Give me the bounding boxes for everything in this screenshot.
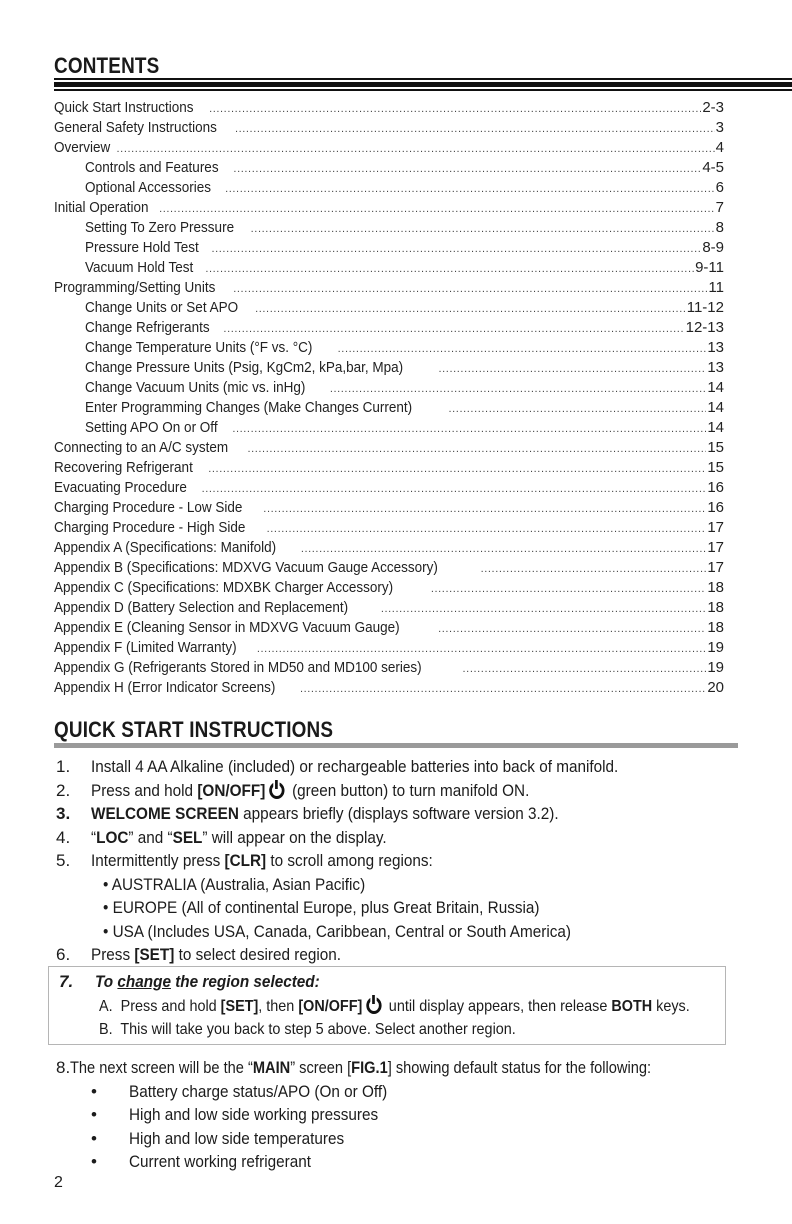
step-number: 6. <box>56 945 71 964</box>
toc-entry-title: Evacuating Procedure <box>54 479 187 496</box>
toc-entry <box>54 678 724 698</box>
contents-heading: CONTENTS <box>54 53 160 78</box>
power-icon <box>366 997 381 1014</box>
toc-dot-leader <box>330 379 707 399</box>
toc-entry-page: 16 <box>707 499 724 516</box>
toc-entry-page: 15 <box>707 459 724 476</box>
step-text-part: To <box>95 972 118 991</box>
toc-dot-leader <box>247 439 706 459</box>
step-5 <box>54 849 738 873</box>
toc-dot-leader <box>117 139 715 159</box>
table-of-contents <box>54 98 724 698</box>
toc-entry-page: 19 <box>707 639 724 656</box>
step-7b-text <box>99 1019 516 1041</box>
toc-entry-page: 8-9 <box>702 239 724 256</box>
toc-entry-title: Appendix G (Refrigerants Stored in MD50 and MD100 series) <box>54 659 422 676</box>
toc-dot-leader <box>225 179 715 199</box>
status-text: High and low side temperatures <box>129 1128 345 1148</box>
status-text: Battery charge status/APO (On or Off) <box>129 1081 388 1101</box>
quick-start-heading: QUICK START INSTRUCTIONS <box>54 717 334 742</box>
step-number: 7. <box>59 972 74 991</box>
toc-entry <box>54 658 724 678</box>
step-text-part: the region selected: <box>170 972 320 991</box>
toc-entry-title: Appendix B (Specifications: MDXVG Vacuum Gauge Accessory) <box>54 559 438 576</box>
toc-entry <box>54 478 724 498</box>
step-text-part: ” and “ <box>128 827 173 847</box>
step-number: 2. <box>56 780 71 800</box>
step-text-part: appears briefly (displays software version 3.2). <box>238 804 559 823</box>
toc-entry-title: Connecting to an A/C system <box>54 439 229 456</box>
change-underlined: change <box>117 972 171 991</box>
region-text: • USA (Includes USA, Canada, Caribbean, Central or South America) <box>103 920 571 944</box>
toc-entry <box>54 358 724 378</box>
toc-dot-leader <box>223 319 684 339</box>
toc-dot-leader <box>431 579 706 599</box>
both-label: BOTH <box>611 998 653 1015</box>
step-6 <box>54 943 738 967</box>
toc-entry <box>54 338 724 358</box>
toc-entry-page: 12-13 <box>685 319 724 336</box>
sel-label: SEL <box>172 827 203 847</box>
toc-entry-title: Charging Procedure - Low Side <box>54 499 243 516</box>
toc-entry-title: Pressure Hold Test <box>85 239 199 256</box>
toc-dot-leader <box>205 259 694 279</box>
step-text-part: until display appears, then release <box>384 998 612 1015</box>
heading-rule-thick <box>54 82 792 87</box>
toc-entry <box>54 638 724 658</box>
step-4 <box>54 826 738 850</box>
toc-entry <box>54 438 724 458</box>
toc-entry <box>54 518 724 538</box>
toc-entry-title: Change Units or Set APO <box>85 299 239 316</box>
step-text-part: (green button) to turn manifold ON. <box>287 780 530 800</box>
toc-entry-page: 13 <box>707 359 724 376</box>
toc-entry-title: Optional Accessories <box>85 179 212 196</box>
toc-entry-title: Overview <box>54 139 111 156</box>
toc-entry-title: Appendix C (Specifications: MDXBK Charger Accessory) <box>54 579 394 596</box>
toc-entry <box>54 578 724 598</box>
change-region-box <box>48 966 726 1045</box>
region-item <box>54 896 738 920</box>
toc-entry-title: Vacuum Hold Test <box>85 259 194 276</box>
step-number: 4. <box>56 827 71 847</box>
toc-entry-page: 9-11 <box>695 259 724 276</box>
toc-dot-leader <box>257 639 706 659</box>
heading-rule-thin <box>54 78 792 80</box>
region-text: • EUROPE (All of continental Europe, plus Great Britain, Russia) <box>103 896 540 920</box>
step-text-part: Press and hold <box>120 998 221 1015</box>
step-text-part: The next screen will be the “ <box>70 1058 254 1077</box>
toc-entry-page: 17 <box>707 519 724 536</box>
loc-label: LOC <box>96 827 129 847</box>
toc-entry <box>54 398 724 418</box>
toc-entry-page: 17 <box>707 539 724 556</box>
set-key-label: [SET] <box>134 945 175 964</box>
toc-entry-page: 18 <box>707 619 724 636</box>
toc-entry-page: 20 <box>707 679 724 696</box>
toc-entry <box>54 218 724 238</box>
toc-entry-title: Change Refrigerants <box>85 319 210 336</box>
main-label: MAIN <box>253 1058 291 1077</box>
toc-entry <box>54 198 724 218</box>
toc-entry-page: 17 <box>707 559 724 576</box>
toc-dot-leader <box>233 279 707 299</box>
quote-mark: “ <box>91 827 97 847</box>
toc-entry <box>54 258 724 278</box>
step-7a-text <box>99 996 690 1018</box>
toc-entry <box>54 458 724 478</box>
toc-entry-page: 18 <box>707 579 724 596</box>
sub-label: A. <box>99 998 113 1015</box>
toc-dot-leader <box>338 339 707 359</box>
on-off-key-label: [ON/OFF] <box>298 998 363 1015</box>
step-8 <box>54 1056 738 1174</box>
toc-entry-page: 4 <box>715 139 724 156</box>
region-text: • AUSTRALIA (Australia, Asian Pacific) <box>103 873 365 897</box>
step-text: Install 4 AA Alkaline (included) or rechargeable batteries into back of manifold. <box>91 757 619 776</box>
toc-entry <box>54 178 724 198</box>
toc-entry-page: 2-3 <box>702 99 724 116</box>
toc-entry-title: Charging Procedure - High Side <box>54 519 246 536</box>
toc-entry-title: Enter Programming Changes (Make Changes Current) <box>85 399 413 416</box>
toc-entry <box>54 138 724 158</box>
toc-entry <box>54 158 724 178</box>
step-number: 5. <box>56 851 71 870</box>
toc-entry-title: Appendix F (Limited Warranty) <box>54 639 237 656</box>
toc-dot-leader <box>438 619 706 639</box>
toc-dot-leader <box>255 299 686 319</box>
region-item <box>54 920 738 944</box>
toc-entry-title: Setting To Zero Pressure <box>85 219 235 236</box>
toc-entry-title: Appendix E (Cleaning Sensor in MDXVG Vacuum Gauge) <box>54 619 400 636</box>
toc-dot-leader <box>263 499 706 519</box>
toc-dot-leader <box>202 479 707 499</box>
toc-entry-page: 14 <box>707 419 724 436</box>
toc-entry <box>54 418 724 438</box>
toc-entry-title: Change Vacuum Units (mic vs. inHg) <box>85 379 306 396</box>
toc-entry-title: Controls and Features <box>85 159 219 176</box>
region-item <box>54 873 738 897</box>
fig-label: FIG.1 <box>351 1058 388 1077</box>
toc-dot-leader <box>300 679 706 699</box>
toc-dot-leader <box>463 659 707 679</box>
heading-rule-thin-bottom <box>54 89 792 91</box>
toc-entry-page: 11 <box>708 279 724 296</box>
toc-entry-page: 7 <box>715 199 724 216</box>
step-text-part: Intermittently press <box>91 851 225 870</box>
toc-dot-leader <box>449 399 707 419</box>
step-text <box>91 826 387 850</box>
step-text <box>91 943 341 967</box>
set-key-label: [SET] <box>220 998 259 1015</box>
toc-entry <box>54 318 724 338</box>
step-2 <box>54 779 738 803</box>
toc-dot-leader <box>233 159 701 179</box>
step-8-line <box>54 1056 738 1080</box>
toc-dot-leader <box>159 199 715 219</box>
toc-entry-page: 14 <box>707 379 724 396</box>
toc-entry-title: Initial Operation <box>54 199 149 216</box>
step-7-text <box>95 971 320 993</box>
toc-entry-page: 19 <box>707 659 724 676</box>
step-text-part: keys. <box>652 998 690 1015</box>
toc-entry-title: Appendix H (Error Indicator Screens) <box>54 679 276 696</box>
step-text-part: , then <box>258 998 299 1015</box>
toc-entry-title: Setting APO On or Off <box>85 419 218 436</box>
step-number: 1. <box>56 757 71 776</box>
toc-entry-page: 11-12 <box>686 299 724 316</box>
page-number: 2 <box>54 1174 63 1191</box>
toc-entry <box>54 618 724 638</box>
quick-start-steps <box>54 755 738 967</box>
step-text-part: This will take you back to step 5 above. Select another region. <box>120 1021 516 1038</box>
toc-dot-leader <box>438 359 706 379</box>
toc-dot-leader <box>481 559 707 579</box>
step-text-part: ” will appear on the display. <box>202 827 387 847</box>
status-item: • High and low side temperatures <box>54 1127 738 1151</box>
toc-entry-title: Change Pressure Units (Psig, KgCm2, kPa,bar, Mpa) <box>85 359 404 376</box>
step-text-part: Press <box>91 945 135 964</box>
toc-entry-title: General Safety Instructions <box>54 119 217 136</box>
toc-dot-leader <box>301 539 707 559</box>
clr-key-label: [CLR] <box>224 851 267 870</box>
toc-entry-title: Recovering Refrigerant <box>54 459 193 476</box>
step-7a <box>99 996 755 1018</box>
step-text-part: Press and hold <box>91 780 198 800</box>
toc-entry <box>54 378 724 398</box>
toc-entry <box>54 298 724 318</box>
toc-entry <box>54 538 724 558</box>
toc-entry <box>54 98 724 118</box>
toc-entry <box>54 278 724 298</box>
toc-dot-leader <box>208 459 706 479</box>
toc-entry-page: 4-5 <box>702 159 724 176</box>
step-7-heading <box>59 971 345 993</box>
toc-dot-leader <box>235 119 715 139</box>
step-3 <box>54 802 738 826</box>
toc-entry-title: Appendix A (Specifications: Manifold) <box>54 539 277 556</box>
toc-entry <box>54 558 724 578</box>
toc-entry-title: Change Temperature Units (°F vs. °C) <box>85 339 313 356</box>
toc-entry-title: Quick Start Instructions <box>54 99 194 116</box>
welcome-screen-label: WELCOME SCREEN <box>91 804 239 823</box>
step-7b <box>99 1019 562 1041</box>
toc-entry-page: 18 <box>707 599 724 616</box>
toc-dot-leader <box>209 99 701 119</box>
toc-dot-leader <box>211 239 701 259</box>
status-text: High and low side working pressures <box>129 1105 379 1124</box>
step-text-part: to select desired region. <box>174 945 342 964</box>
step-text-part: to scroll among regions: <box>266 851 433 870</box>
step-1 <box>54 755 738 779</box>
toc-dot-leader <box>232 419 706 439</box>
toc-entry <box>54 238 724 258</box>
step-text-part: ” screen [ <box>290 1058 352 1077</box>
toc-entry-page: 15 <box>707 439 724 456</box>
toc-entry-title: Programming/Setting Units <box>54 279 216 296</box>
sub-label: B. <box>99 1021 113 1038</box>
quick-start-rule <box>54 743 738 748</box>
toc-entry-page: 3 <box>715 119 724 136</box>
toc-entry-title: Appendix D (Battery Selection and Replacement) <box>54 599 349 616</box>
toc-dot-leader <box>381 599 706 619</box>
status-text: Current working refrigerant <box>129 1152 311 1171</box>
toc-dot-leader <box>267 519 707 539</box>
on-off-key-label: [ON/OFF] <box>197 780 266 800</box>
step-number: 8. <box>56 1058 71 1077</box>
toc-entry <box>54 598 724 618</box>
toc-entry <box>54 118 724 138</box>
step-text <box>91 802 559 826</box>
toc-entry-page: 8 <box>715 219 724 236</box>
toc-entry-page: 16 <box>707 479 724 496</box>
step-text <box>91 779 529 803</box>
status-item: • Battery charge status/APO (On or Off) <box>54 1080 738 1104</box>
toc-entry-page: 14 <box>707 399 724 416</box>
power-icon <box>269 782 284 799</box>
toc-entry <box>54 498 724 518</box>
step-text-part: ] showing default status for the following: <box>387 1058 652 1077</box>
status-item: • Current working refrigerant <box>54 1150 738 1174</box>
toc-dot-leader <box>251 219 715 239</box>
toc-entry-page: 13 <box>707 339 724 356</box>
step-number: 3. <box>56 804 71 823</box>
toc-entry-page: 6 <box>715 179 724 196</box>
status-item: • High and low side working pressures <box>54 1103 738 1127</box>
step-text <box>70 1056 651 1080</box>
step-text <box>91 849 433 873</box>
